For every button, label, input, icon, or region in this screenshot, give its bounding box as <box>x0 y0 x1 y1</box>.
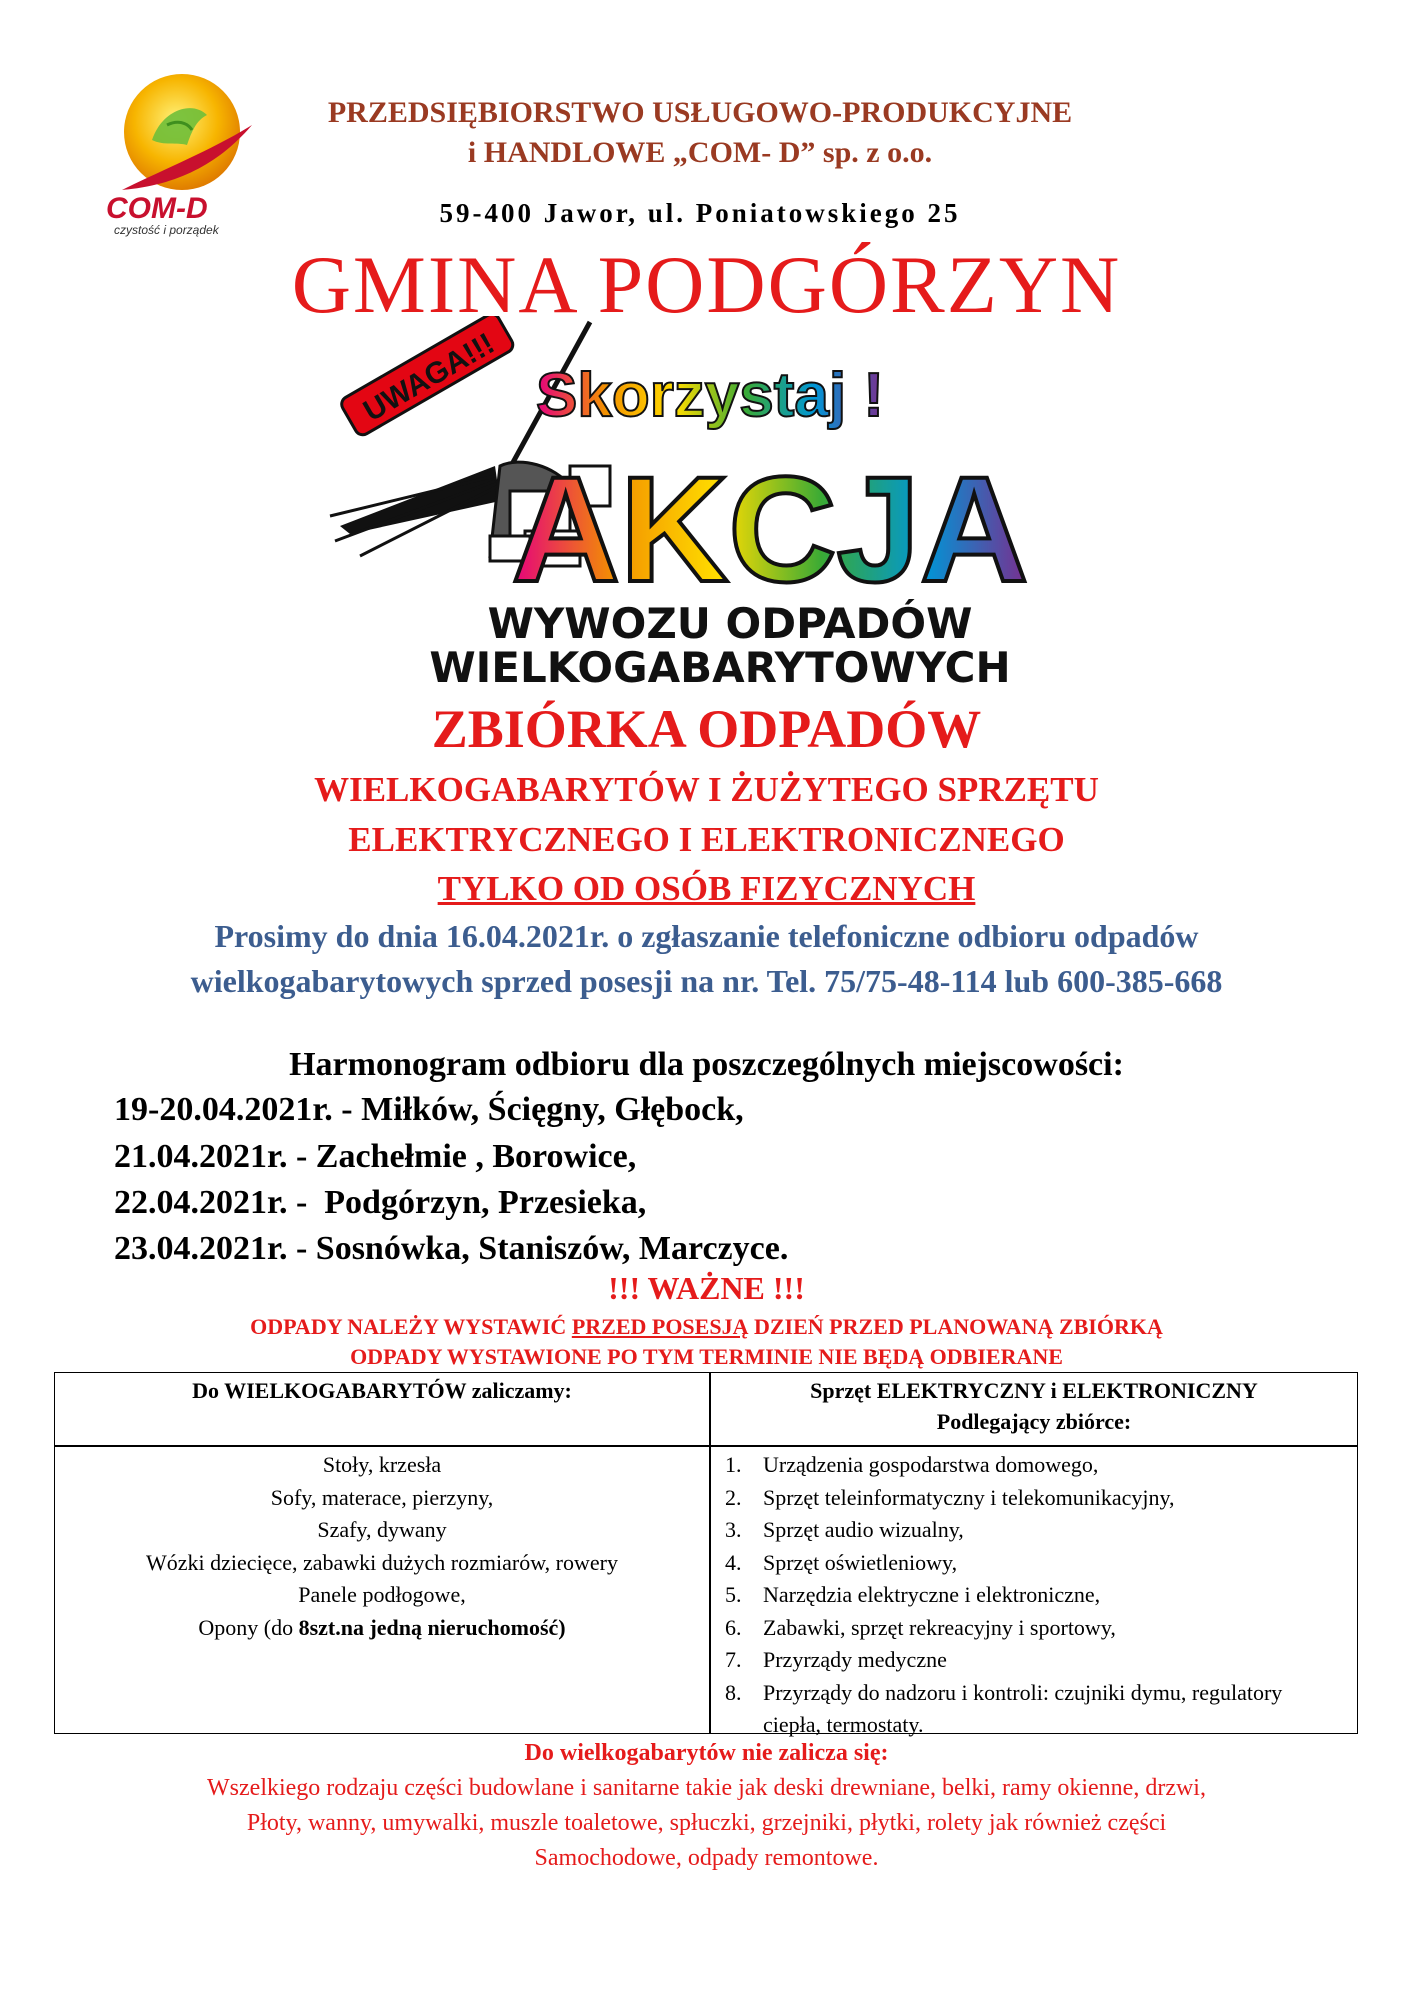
list-number: 5. <box>725 1582 742 1607</box>
tyres-limit: 8szt.na jedną nieruchomość) <box>298 1614 566 1640</box>
list-item <box>725 1482 1345 1515</box>
rule-1-underlined: PRZED POSESJĄ <box>571 1314 749 1339</box>
list-number: 4. <box>725 1549 742 1575</box>
list-number: 6. <box>725 1614 742 1640</box>
rule-1-before: ODPADY NALEŻY WYSTAWIĆ <box>250 1314 572 1339</box>
important-title: !!! WAŻNE !!! <box>608 1270 805 1306</box>
banner-graphic <box>320 316 1100 692</box>
logo-text: COM-D <box>106 192 208 225</box>
list-item-text: Narzędzia elektryczne i elektroniczne, <box>763 1582 1101 1607</box>
table-header-bulky <box>55 1375 709 1406</box>
schedule-item: 21.04.2021r. - Zachełmie , Borowice, <box>114 1138 637 1175</box>
skorzystaj-label: Skorzystaj ! <box>535 361 885 430</box>
important-rule-2: ODPADY WYSTAWIONE PO TYM TERMINIE NIE BĘDĄ ODBIERANE <box>350 1344 1063 1369</box>
list-item-text: Zabawki, sprzęt rekreacyjny i sportowy, <box>763 1614 1116 1640</box>
exclusions-line-2: Płoty, wanny, umywalki, muszle toaletowe, spłuczki, grzejniki, płytki, rolety jak również części <box>246 1810 1167 1836</box>
notice-line-2: wielkogabarytowych sprzed posesji na nr. Tel. 75/75-48-114 lub 600-385-668 <box>190 963 1223 999</box>
list-item-text: Przyrządy medyczne <box>763 1647 947 1672</box>
collection-title: ZBIÓRKA ODPADÓW <box>431 699 982 759</box>
exclusions-title: Do wielkogabarytów nie zalicza się: <box>524 1740 889 1766</box>
list-number: 8. <box>725 1679 742 1705</box>
company-address: 59-400 Jawor, ul. Poniatowskiego 25 <box>439 198 961 228</box>
list-item <box>725 1644 1345 1677</box>
table-header-electronic <box>711 1375 1357 1437</box>
list-item: Wózki dziecięce, zabawki dużych rozmiarów, rowery <box>146 1549 618 1575</box>
list-item <box>725 1547 1345 1580</box>
bulky-items-list <box>55 1449 709 1644</box>
list-item-text: Sprzęt audio wizualny, <box>763 1517 964 1542</box>
list-item: Sofy, materace, pierzyny, <box>270 1484 494 1510</box>
list-item-text: Urządzenia gospodarstwa domowego, <box>763 1452 1099 1477</box>
electronic-items-list <box>725 1449 1345 1742</box>
schedule-item: 22.04.2021r. - Podgórzyn, Przesieka, <box>114 1184 647 1221</box>
list-item-text: Sprzęt oświetleniowy, <box>763 1549 958 1575</box>
table-divider-horizontal <box>55 1445 1357 1447</box>
list-item <box>55 1612 709 1645</box>
campaign-banner <box>320 316 1100 692</box>
schedule-item: 19-20.04.2021r. - Miłków, Ścięgny, Głębock, <box>114 1091 744 1128</box>
collection-line-1: WIELKOGABARYTÓW I ŻUŻYTEGO SPRZĘTU <box>314 770 1099 809</box>
list-item-text: Przyrządy do nadzoru i kontroli: czujniki dymu, regulatory ciepła, termostaty. <box>763 1679 1283 1737</box>
banner-line-1: WYWOZU ODPADÓW <box>487 599 973 648</box>
exclusions-line-1: Wszelkiego rodzaju części budowlane i sanitarne takie jak deski drewniane, belki, ramy okienne, drzwi, <box>207 1775 1206 1801</box>
company-name-line-1: PRZEDSIĘBIORSTWO USŁUGOWO-PRODUKCYJNE <box>327 96 1073 129</box>
list-item: Panele podłogowe, <box>298 1582 466 1607</box>
table-header-bulky-text: Do WIELKOGABARYTÓW zaliczamy: <box>192 1378 572 1403</box>
banner-line-2: WIELKOGABARYTOWYCH <box>429 643 1011 692</box>
list-item: Stoły, krzesła <box>322 1452 442 1477</box>
list-item <box>725 1579 1345 1612</box>
list-item: Szafy, dywany <box>317 1517 447 1542</box>
list-number: 1. <box>725 1452 742 1477</box>
list-item <box>725 1514 1345 1547</box>
exclusions-line-3: Samochodowe, odpady remontowe. <box>534 1845 879 1871</box>
collection-line-3: TYLKO OD OSÓB FIZYCZNYCH <box>437 869 976 908</box>
notice-line-1: Prosimy do dnia 16.04.2021r. o zgłaszanie telefoniczne odbioru odpadów <box>214 918 1199 954</box>
main-title: GMINA PODGÓRZYN <box>291 239 1122 330</box>
list-number: 7. <box>725 1647 742 1672</box>
list-item <box>725 1677 1345 1742</box>
important-rule-1 <box>0 1314 1413 1340</box>
list-item-text: Sprzęt teleinformatyczny i telekomunikacyjny, <box>763 1484 1175 1510</box>
company-name-line-2: i HANDLOWE „COM- D” sp. z o.o. <box>467 136 933 169</box>
list-number: 2. <box>725 1484 742 1510</box>
uwaga-label: UWAGA!!! <box>357 326 501 429</box>
list-item <box>725 1612 1345 1645</box>
list-item <box>725 1449 1345 1482</box>
waste-categories-table <box>54 1372 1358 1737</box>
table-header-electronic-line-1: Sprzęt ELEKTRYCZNY i ELEKTRONICZNY <box>810 1378 1258 1403</box>
schedule-title: Harmonogram odbioru dla poszczególnych miejscowości: <box>289 1046 1124 1083</box>
akcja-label: AKCJA <box>511 445 1029 613</box>
tyres-prefix: Opony (do <box>198 1614 299 1640</box>
collection-line-2: ELEKTRYCZNEGO I ELEKTRONICZNEGO <box>348 820 1065 859</box>
table-header-electronic-line-2: Podlegający zbiórce: <box>936 1409 1132 1434</box>
list-number: 3. <box>725 1517 742 1542</box>
schedule-item: 23.04.2021r. - Sosnówka, Staniszów, Marczyce. <box>114 1230 789 1267</box>
logo-tagline: czystość i porządek <box>114 223 219 237</box>
rule-1-after: DZIEŃ PRZED PLANOWANĄ ZBIÓRKĄ <box>748 1314 1163 1339</box>
